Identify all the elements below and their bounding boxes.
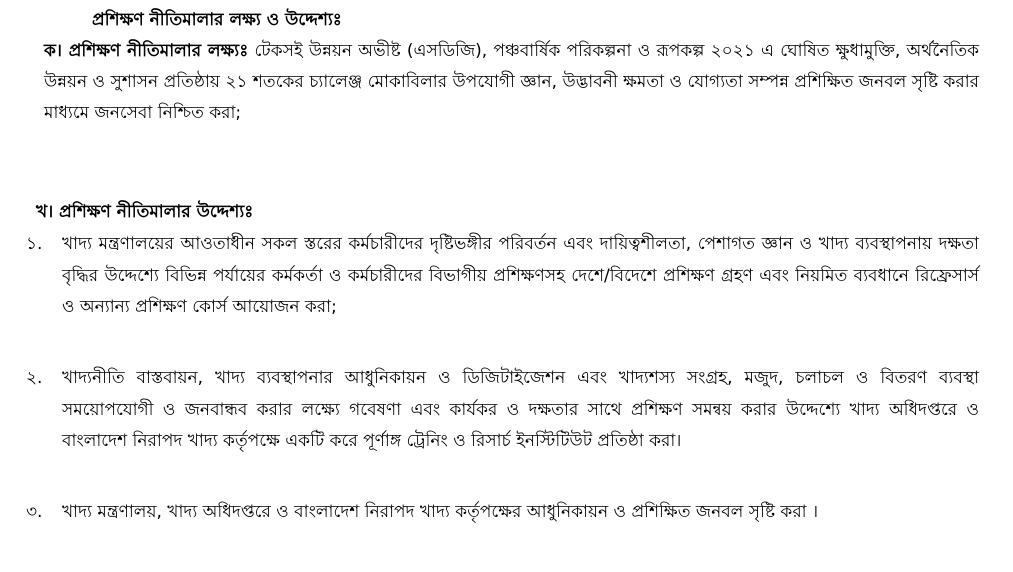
objective-number-1: ১.: [26, 234, 43, 254]
objective-number-3: ৩.: [26, 502, 43, 522]
objective-item-2: খাদ্যনীতি বাস্তবায়ন, খাদ্য ব্যবস্থাপনার আধুনিকায়ন ও ডিজিটাইজেশন এবং খাদ্যশস্য সংগ্রহ, মজুদ, চলাচল ও বিতরণ ব্যবস্থা সময়োপযোগী ও জনবান্ধব করার লক্ষ্যে গবেষণা এবং কার্যকর ও দক্ষতার সাথে প্রশিক্ষণ সমন্বয় করার উদ্দেশ্যে খাদ্য অধিদপ্তরে ও বাংলাদেশ নিরাপদ খাদ্য কর্তৃপক্ষে একটি করে পূর্ণাঙ্গ ট্রেনিং ও রিসার্চ ইনস্টিটিউট প্রতিষ্ঠা করা।: [62, 368, 979, 451]
objective-number-2: ২.: [26, 368, 43, 388]
page-title: প্রশিক্ষণ নীতিমালার লক্ষ্য ও উদ্দেশ্যঃ: [92, 10, 342, 30]
objective-item-3: খাদ্য মন্ত্রণালয়, খাদ্য অধিদপ্তরে ও বাংলাদেশ নিরাপদ খাদ্য কর্তৃপক্ষের আধুনিকায়ন ও প্রশিক্ষিত জনবল সৃষ্টি করা ।: [62, 502, 819, 522]
goal-label: ক। প্রশিক্ষণ নীতিমালার লক্ষ্যঃ: [44, 41, 249, 61]
goal-paragraph: [44, 36, 979, 129]
goal-text: টেকসই উন্নয়ন অভীষ্ট (এসডিজি), পঞ্চবার্ষিক পরিকল্পনা ও রূপকল্প ২০২১ এ ঘোষিত ক্ষুধামুক্তি, অর্থনৈতিক উন্নয়ন ও সুশাসন প্রতিষ্ঠায় ২১ শতকের চ্যালেঞ্জ মোকাবিলার উপযোগী জ্ঞান, উদ্ভাবনী ক্ষমতা ও যোগ্যতা সম্পন্ন প্রশিক্ষিত জনবল সৃষ্টি করার মাধ্যমে জনসেবা নিশ্চিত করা;: [44, 41, 979, 123]
objective-item-1: খাদ্য মন্ত্রণালয়ের আওতাধীন সকল স্তরের কর্মচারীদের দৃষ্টিভঙ্গীর পরিবর্তন এবং দায়িত্বশীলতা, পেশাগত জ্ঞান ও খাদ্য ব্যবস্থাপনায় দক্ষতা বৃদ্ধির উদ্দেশ্যে বিভিন্ন পর্যায়ের কর্মকর্তা ও কর্মচারীদের বিভাগীয় প্রশিক্ষণসহ দেশে/বিদেশে প্রশিক্ষণ গ্রহণ এবং নিয়মিত ব্যবধানে রিফ্রেসার্স ও অন্যান্য প্রশিক্ষণ কোর্স আয়োজন করা;: [62, 234, 979, 317]
objectives-heading: খ। প্রশিক্ষণ নীতিমালার উদ্দেশ্যঃ: [36, 202, 254, 222]
